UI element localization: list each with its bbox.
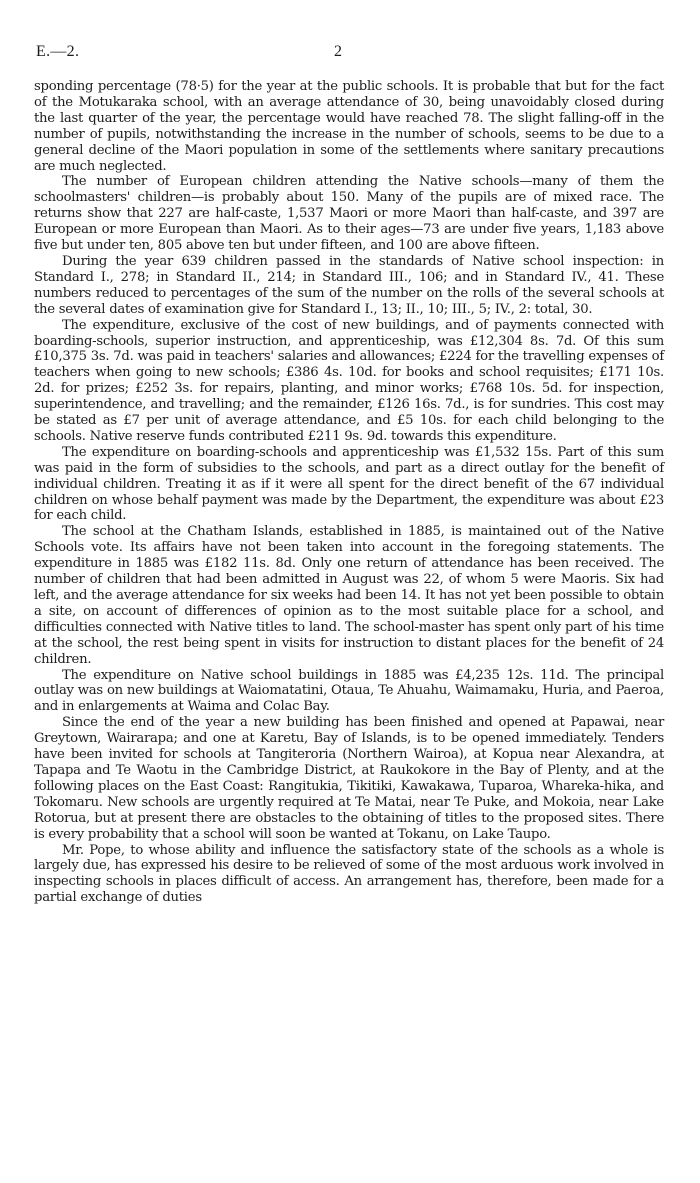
paragraph-chatham-islands: The school at the Chatham Islands, established in 1885, is maintained out of the Native Schools vote. Its affairs have not been taken into account in the foregoing statements. The expenditure in 1885 was £182 11s. 8d. Only one return of attendance has been received. The number of children that had been admitted in August was 22, of whom 5 were Maoris. Six had left, and the average attendance for six weeks had been 14. It has not yet been possible to obtain a site, on account of differences of opinion as to the most suitable place for a school, and difficulties connected with Native titles to land. The school-master has spent only part of his time at the school, the rest being spent in visits for instruction to distant places for the benefit of 24 children. <box>34 524 664 667</box>
paragraph-attendance-continued: sponding percentage (78·5) for the year at the public schools. It is probable that but for the fact of the Motukaraka school, with an average attendance of 30, being unavoidably closed during the last quarter of the year, the percentage would have reached 78. The slight falling-off in the number of pupils, notwithstanding the increase in the number of schools, seems to be due to a general decline of the Maori population in some of the settlements where sanitary precautions are much neglected. <box>34 79 664 174</box>
page-header <box>36 43 666 63</box>
paragraph-school-buildings: The expenditure on Native school buildings in 1885 was £4,235 12s. 11d. The principal outlay was on new buildings at Waiomatatini, Otaua, Te Ahuahu, Waimamaku, Huria, and Paeroa, and in enlargements at Waima and Colac Bay. <box>34 667 664 715</box>
page-number: 2 <box>334 43 342 60</box>
paragraph-mr-pope: Mr. Pope, to whose ability and influence the satisfactory state of the schools as a whole is largely due, has expressed his desire to be relieved of some of the most arduous work involved in inspecting schools in places difficult of access. An arrangement has, therefore, been made for a partial exchange of duties <box>34 842 664 906</box>
paragraph-new-buildings: Since the end of the year a new building has been finished and opened at Papawai, near Greytown, Wairarapa; and one at Karetu, Bay of Islands, is to be opened immediately. Tenders have been invited for schools at Tangiteroria (Northern Wairoa), at Kopua near Alexandra, at Tapapa and Te Waotu in the Cambridge District, at Raukokore in the Bay of Plenty, and at the following places on the East Coast: Rangitukia, Tikitiki, Kawakawa, Tuparoa, Whareka-hika, and Tokomaru. New schools are urgently required at Te Matai, near Te Puke, and Mokoia, near Lake Rotorua, but at present there are obstacles to the obtaining of titles to the proposed sites. There is every probability that a school will soon be wanted at Tokanu, on Lake Taupo. <box>34 715 664 842</box>
paragraph-european-children: The number of European children attending the Native schools—many of them the schoolmasters' children—is probably about 150. Many of the pupils are of mixed race. The returns show that 227 are half-caste, 1,537 Maori or more Maori than half-caste, and 397 are European or more European than Maori. As to their ages—73 are under five years, 1,183 above five but under ten, 805 above ten but under fifteen, and 100 are above fifteen. <box>34 174 664 254</box>
report-body <box>34 79 664 906</box>
paragraph-standards-passed: During the year 639 children passed in the standards of Native school inspection: in Standard I., 278; in Standard II., 214; in Standard III., 106; and in Standard IV., 41. These numbers reduced to percentages of the sum of the number on the rolls of the several schools at the several dates of examination give for Standard I., 13; II., 10; III., 5; IV., 2: total, 30. <box>34 253 664 317</box>
document-reference: E.—2. <box>36 43 80 60</box>
paragraph-boarding-schools: The expenditure on boarding-schools and apprenticeship was £1,532 15s. Part of this sum was paid in the form of subsidies to the schools, and part as a direct outlay for the benefit of individual children. Treating it as if it were all spent for the direct benefit of the 67 individual children on whose behalf payment was made by the Department, the expenditure was about £23 for each child. <box>34 444 664 524</box>
paragraph-expenditure: The expenditure, exclusive of the cost of new buildings, and of payments connected with boarding-schools, superior instruction, and apprenticeship, was £12,304 8s. 7d. Of this sum £10,375 3s. 7d. was paid in teachers' salaries and allowances; £224 for the travelling expenses of teachers when going to new schools; £386 4s. 10d. for books and school requisites; £171 10s. 2d. for prizes; £252 3s. for repairs, planting, and minor works; £768 10s. 5d. for inspection, superintendence, and travelling; and the remainder, £126 16s. 7d., is for sundries. This cost may be stated as £7 per unit of average attendance, and £5 10s. for each child belonging to the schools. Native reserve funds contributed £211 9s. 9d. towards this expenditure. <box>34 317 664 444</box>
